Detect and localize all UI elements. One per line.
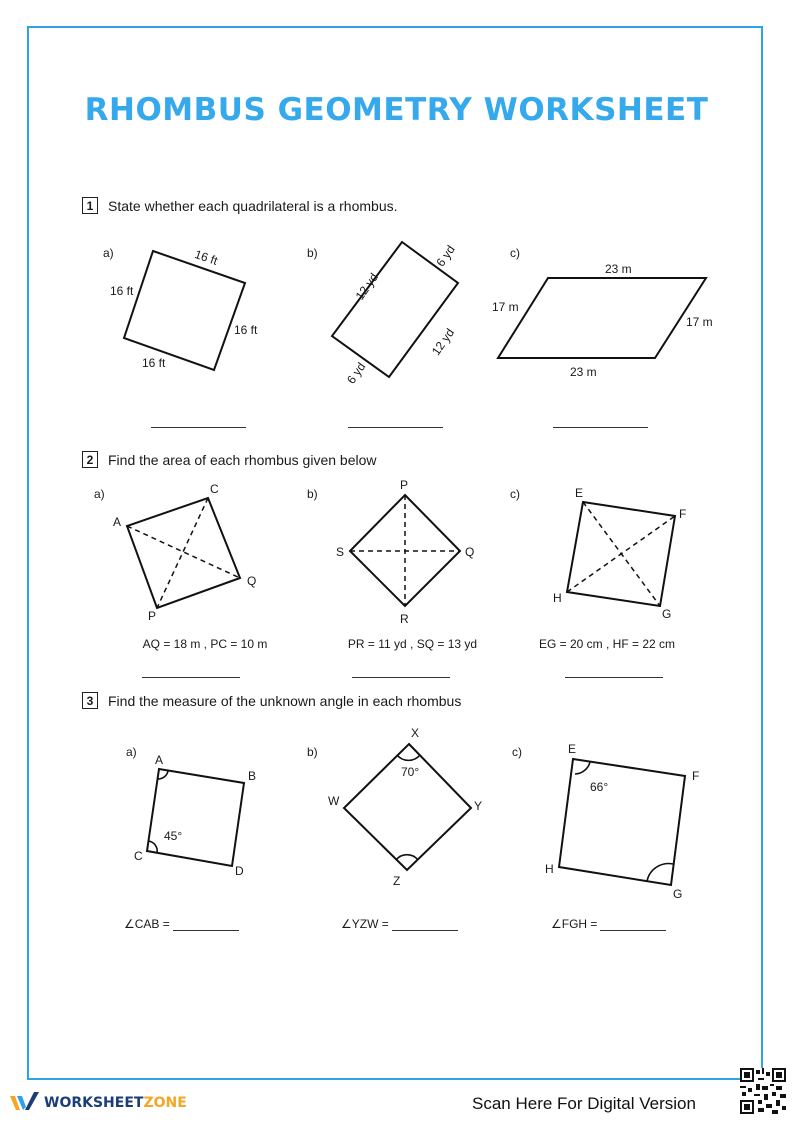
item-letter: a) xyxy=(94,487,105,501)
quadrilateral-1c xyxy=(498,278,706,358)
vertex-label: Q xyxy=(465,545,475,559)
vertex-label: P xyxy=(148,609,157,623)
vertex-label: B xyxy=(248,769,257,783)
vertex-label: Y xyxy=(474,799,483,813)
vertex-label: P xyxy=(400,478,409,492)
answer-blank[interactable] xyxy=(600,918,666,931)
answer-blank[interactable] xyxy=(553,427,648,428)
worksheetzone-logo[interactable] xyxy=(10,1092,187,1114)
rhombus-3c xyxy=(559,759,685,885)
rhombus-3b xyxy=(344,744,471,870)
vertex-label: A xyxy=(113,515,122,529)
side-label: 6 yd xyxy=(343,359,369,387)
vertex-label: H xyxy=(545,862,554,876)
angle-question: ∠CAB = xyxy=(124,917,170,931)
answer-blank[interactable] xyxy=(352,677,450,678)
side-label: 17 m xyxy=(686,315,713,329)
answer-blank[interactable] xyxy=(151,427,246,428)
vertex-label: F xyxy=(692,769,700,783)
given-measurements: PR = 11 yd , SQ = 13 yd xyxy=(347,637,478,651)
item-letter: b) xyxy=(307,745,318,759)
vertex-label: R xyxy=(400,612,409,626)
section-number: 2 xyxy=(82,451,98,468)
section-instruction: Find the measure of the unknown angle in each rhombus xyxy=(108,692,462,709)
vertex-label: C xyxy=(210,482,219,496)
answer-blank[interactable] xyxy=(348,427,443,428)
side-label: 16 ft xyxy=(192,247,220,268)
side-label: 16 ft xyxy=(142,356,166,370)
diagonal-hf xyxy=(567,516,675,592)
vertex-label: A xyxy=(155,753,164,767)
angle-answer xyxy=(551,917,666,931)
vertex-label: F xyxy=(679,507,687,521)
rhombus-3a xyxy=(147,769,244,866)
answer-blank[interactable] xyxy=(142,677,240,678)
side-label: 23 m xyxy=(570,365,597,379)
angle-arc-g xyxy=(647,864,673,881)
angle-label: 70° xyxy=(401,765,420,779)
given-measurements: EG = 20 cm , HF = 22 cm xyxy=(538,637,676,651)
angle-arc-x xyxy=(397,755,420,760)
section-number: 1 xyxy=(82,197,98,214)
side-label: 23 m xyxy=(605,262,632,276)
answer-blank[interactable] xyxy=(173,918,239,931)
side-label: 16 ft xyxy=(110,284,134,298)
side-label: 17 m xyxy=(492,300,519,314)
section-instruction: Find the area of each rhombus given below xyxy=(108,451,377,468)
vertex-label: S xyxy=(336,545,345,559)
scan-instruction: Scan Here For Digital Version xyxy=(472,1094,696,1113)
vertex-label: D xyxy=(235,864,244,878)
angle-arc-e xyxy=(575,762,590,774)
item-letter: b) xyxy=(307,487,318,501)
answer-blank[interactable] xyxy=(565,677,663,678)
item-letter: a) xyxy=(103,246,114,260)
vertex-label: G xyxy=(662,607,672,621)
vertex-label: Q xyxy=(247,574,257,588)
vertex-label: E xyxy=(568,742,577,756)
item-letter: a) xyxy=(126,745,137,759)
angle-question: ∠FGH = xyxy=(551,917,598,931)
vertex-label: W xyxy=(328,794,340,808)
side-label: 6 yd xyxy=(433,242,458,270)
item-letter: c) xyxy=(512,745,522,759)
angle-label: 45° xyxy=(164,829,183,843)
side-label: 12 yd xyxy=(352,270,381,303)
item-letter: c) xyxy=(510,487,520,501)
qr-code-icon[interactable] xyxy=(740,1068,786,1114)
quadrilateral-1a xyxy=(124,251,245,370)
vertex-label: X xyxy=(411,726,420,740)
logo-text-worksheet: WORKSHEET xyxy=(44,1095,144,1111)
vertex-label: E xyxy=(575,486,584,500)
section-number: 3 xyxy=(82,692,98,709)
item-letter: c) xyxy=(510,246,520,260)
answer-blank[interactable] xyxy=(392,918,458,931)
angle-label: 66° xyxy=(590,780,609,794)
logo-w-icon xyxy=(10,1092,40,1114)
section-instruction: State whether each quadrilateral is a rhombus. xyxy=(108,197,398,214)
worksheet-title: RHOMBUS GEOMETRY WORKSHEET xyxy=(84,92,709,128)
angle-answer xyxy=(124,917,239,931)
angle-question: ∠YZW = xyxy=(341,917,389,931)
logo-text-zone: ZONE xyxy=(143,1095,187,1111)
vertex-label: H xyxy=(553,591,562,605)
given-measurements: AQ = 18 m , PC = 10 m xyxy=(142,637,268,651)
side-label: 12 yd xyxy=(428,325,458,358)
vertex-label: G xyxy=(673,887,683,901)
angle-answer xyxy=(341,917,458,931)
side-label: 16 ft xyxy=(234,323,258,337)
vertex-label: C xyxy=(134,849,143,863)
item-letter: b) xyxy=(307,246,318,260)
angle-arc-z xyxy=(396,855,418,860)
vertex-label: Z xyxy=(393,874,401,888)
rhombus-2a xyxy=(127,498,240,608)
